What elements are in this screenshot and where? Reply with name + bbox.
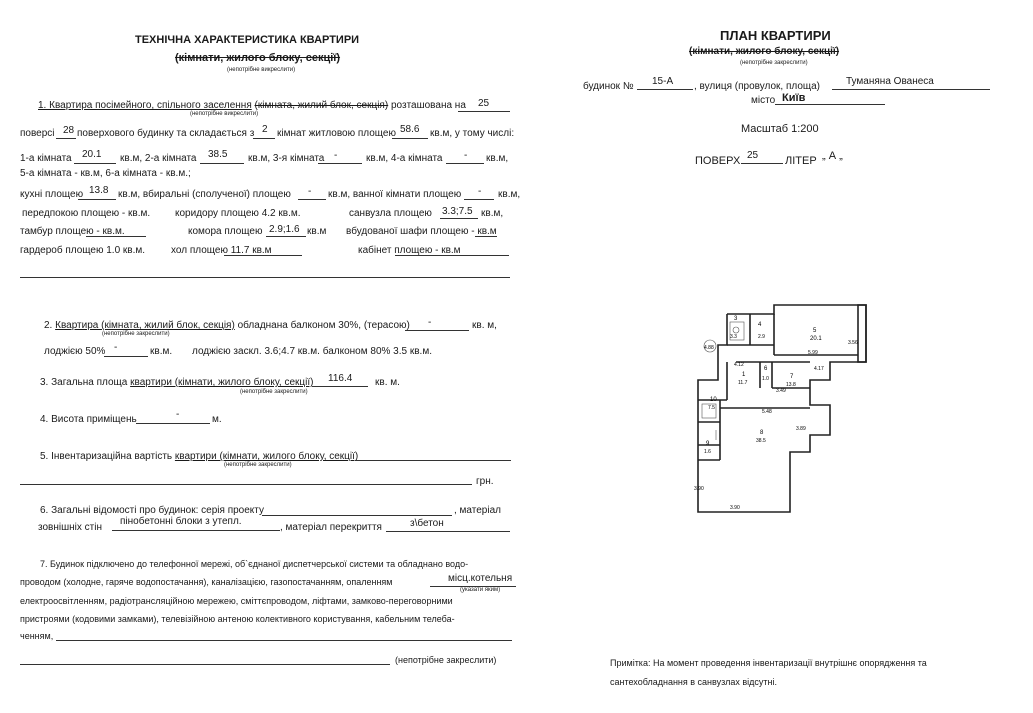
plan-label: 4.88 bbox=[704, 345, 714, 351]
plan-label: 13.8 bbox=[786, 382, 796, 388]
walls-value: пінобетонні блоки з утепл. bbox=[120, 516, 242, 527]
left-subtitle: (кімнати, жилого блоку, секції) bbox=[175, 52, 341, 64]
s2-num: 2. bbox=[44, 320, 53, 331]
terrace-value: - bbox=[428, 317, 432, 328]
kitchen-value: 13.8 bbox=[89, 185, 109, 196]
footer-note: (непотрібне закреслити) bbox=[395, 655, 497, 665]
floor-label: ПОВЕРХ bbox=[695, 155, 741, 167]
s4-b: м. bbox=[212, 414, 222, 425]
floor-value: 25 bbox=[478, 98, 490, 109]
street-value: Туманяна Ованеса bbox=[846, 76, 934, 87]
s1-l5a: кухні площею bbox=[20, 189, 84, 200]
s1-l2d: кв.м, у тому числі: bbox=[430, 128, 515, 139]
s7-l5: ченням, bbox=[20, 631, 54, 641]
s5-b: квартири (кімнати, жилого блоку, секції) bbox=[174, 451, 359, 462]
plan-label: 3.90 bbox=[730, 505, 740, 511]
plan-label: 10 bbox=[710, 397, 717, 403]
s1-l5c: кв.м, ванної кімнати площею bbox=[328, 189, 462, 200]
s1-text2: розташована на bbox=[390, 100, 466, 111]
plan-note: Примітка: На момент проведення інвентаризації внутрішнє опорядження та bbox=[610, 658, 927, 668]
wc-value: - bbox=[308, 186, 312, 197]
s5-note: (непотрібне закреслити) bbox=[224, 462, 292, 468]
plan-label: 8 bbox=[760, 430, 764, 436]
plan-label: 3.90 bbox=[694, 486, 704, 492]
height-value: - bbox=[176, 409, 180, 420]
s1-l8a: гардероб площею 1.0 кв.м. bbox=[20, 245, 146, 256]
s6-a: 6. Загальні відомості про будинок: серія проекту bbox=[40, 505, 264, 516]
plan-label: 3.3 bbox=[730, 334, 737, 340]
s5-c: грн. bbox=[476, 476, 494, 487]
plan-label: 5.48 bbox=[762, 409, 772, 415]
s1-l2c: кімнат житловою площею bbox=[277, 128, 396, 139]
s6-b: , матеріал bbox=[454, 505, 501, 516]
plan-note-2: сантехобладнання в санвузлах відсутні. bbox=[610, 677, 778, 687]
s6-d: , матеріал перекриття bbox=[280, 522, 382, 533]
s1-l5d: кв.м, bbox=[498, 189, 521, 200]
plan-label: 7 bbox=[790, 374, 794, 380]
s7-l2a: проводом (холодне, гаряче водопостачання), каналізацією, газопостачанням, опаленням bbox=[20, 577, 393, 587]
s1-l3b: кв.м, 2-а кімната bbox=[120, 153, 197, 164]
s1-l5b: кв.м, вбиральні (сполученої) площею bbox=[118, 189, 291, 200]
left-title: ТЕХНІЧНА ХАРАКТЕРИСТИКА КВАРТИРИ bbox=[135, 34, 360, 46]
s2-struck: Квартира (кімната, жилий блок, секція) bbox=[55, 320, 235, 331]
s1-l3c: кв.м, 3-я кімната bbox=[248, 153, 325, 164]
s1-l8b: хол площею 11.7 кв.м bbox=[171, 245, 272, 256]
s1-struck: (кімната, жилий блок, секція) bbox=[254, 100, 389, 111]
plan-label: 11.7 bbox=[738, 380, 748, 386]
s1-l7a: тамбур площею - кв.м. bbox=[20, 226, 125, 237]
city-label: місто bbox=[751, 95, 776, 106]
plan-label: 1.0 bbox=[762, 376, 769, 382]
s1-l3e: кв.м, bbox=[486, 153, 509, 164]
s2-g: лоджією заскл. 3.6;4.7 кв.м. балконом 80% 3.5 кв.м. bbox=[192, 346, 432, 357]
s1-l6b: коридору площею 4.2 кв.м. bbox=[175, 208, 301, 219]
plan-label: 7.5 bbox=[708, 405, 715, 411]
liter-label: ЛІТЕР bbox=[785, 155, 817, 167]
right-floor-value: 25 bbox=[747, 150, 759, 161]
s1-l8c: кабінет площею - кв.м bbox=[358, 245, 461, 256]
plan-label: 1 bbox=[742, 372, 746, 378]
s7-note: (указати яким) bbox=[460, 587, 501, 593]
s3-b: квартири (кімнати, жилого блоку, секції) bbox=[130, 377, 314, 388]
scale: Масштаб 1:200 bbox=[741, 123, 819, 135]
s1-text: 1. Квартира посімейного, спільного заселення bbox=[38, 100, 252, 111]
s2-note: (непотрібне закреслити) bbox=[102, 331, 170, 337]
plan-label: 3 bbox=[734, 316, 738, 322]
s1-l6d: кв.м, bbox=[481, 208, 504, 219]
s1-l6c: санвузла площею bbox=[349, 208, 432, 219]
floors-value: 28 bbox=[63, 125, 75, 136]
plan-label: 2.9 bbox=[758, 334, 765, 340]
s7-l3: електроосвітленням, радіотрансляційною мережею, сміттєпроводом, ліфтами, замково-переговорними bbox=[20, 596, 453, 606]
s7-l1: 7. Будинок підключено до телефонної мережі, об`єднаної диспетчерської системи та обладнано водо- bbox=[40, 559, 469, 569]
plan-label: 6 bbox=[764, 366, 768, 372]
room2-value: 38.5 bbox=[208, 149, 228, 160]
plan-label: 20.1 bbox=[810, 336, 822, 342]
floor-plan bbox=[680, 300, 905, 525]
plan-label: 3.89 bbox=[796, 426, 806, 432]
s7-l4: пристроями (кодовими замками), телевізійною антеною колективного користування, кабельним телеба- bbox=[20, 614, 455, 624]
plan-label: 5.99 bbox=[808, 350, 818, 356]
s2-f: кв.м. bbox=[150, 346, 173, 357]
ceiling-value: з\бетон bbox=[410, 518, 444, 529]
s1-note: (непотрібне викреслити) bbox=[190, 111, 259, 117]
s1-l3d: кв.м, 4-а кімната bbox=[366, 153, 443, 164]
s1-l7c: кв.м bbox=[307, 226, 327, 237]
street-label: , вулиця (провулок, площа) bbox=[694, 81, 820, 92]
s3-c: кв. м. bbox=[375, 377, 400, 388]
s2-d: кв. м, bbox=[472, 320, 497, 331]
plan-label: 4 bbox=[758, 322, 762, 328]
bath-value: - bbox=[478, 186, 482, 197]
loggia-value: - bbox=[114, 342, 118, 353]
room4-value: - bbox=[464, 150, 468, 161]
s2-text: обладнана балконом 30%, (терасою) bbox=[237, 320, 410, 331]
liter-value: „ А „ bbox=[822, 150, 843, 162]
s3-a: 3. Загальна площа bbox=[40, 377, 128, 388]
s1-l6a: передпокою площею - кв.м. bbox=[22, 208, 151, 219]
s1-l3a: 1-а кімната bbox=[20, 153, 72, 164]
sanuzol-value: 3.3;7.5 bbox=[442, 206, 473, 217]
right-subtitle-note: (непотрібне закреслити) bbox=[740, 60, 808, 66]
plan-label: 3.56 bbox=[848, 340, 858, 346]
living-area-value: 58.6 bbox=[400, 124, 420, 135]
s2-e: лоджією 50% bbox=[44, 346, 106, 357]
plan-label: 5 bbox=[813, 328, 817, 334]
left-subtitle-note: (непотрібне викреслити) bbox=[227, 67, 296, 73]
rooms-value: 2 bbox=[262, 124, 268, 135]
s1-l4: 5-а кімната - кв.м, 6-а кімната - кв.м.; bbox=[20, 168, 191, 179]
building-label: будинок № bbox=[583, 81, 634, 92]
right-subtitle: (кімнати, жилого блоку, секції) bbox=[689, 46, 840, 57]
room1-value: 20.1 bbox=[82, 149, 102, 160]
plan-label: 1.6 bbox=[704, 449, 711, 455]
plan-label: 4.17 bbox=[814, 366, 824, 372]
s6-c: зовнішніх стін bbox=[38, 522, 102, 533]
s1-l7b: комора площею bbox=[188, 226, 263, 237]
building-no: 15-А bbox=[652, 76, 674, 87]
plan-label: 4.12 bbox=[734, 362, 744, 368]
city-value: Київ bbox=[782, 92, 806, 104]
room3-value: - bbox=[334, 150, 338, 161]
s3-note: (непотрібне закреслити) bbox=[240, 389, 308, 395]
s1-l2a: поверсі bbox=[20, 128, 55, 139]
heating-value: місц.котельня bbox=[448, 573, 513, 584]
storage-value: 2.9;1.6 bbox=[269, 224, 300, 235]
total-area-value: 116.4 bbox=[328, 373, 353, 384]
s1-l7d: вбудованої шафи площею - кв.м bbox=[346, 226, 497, 237]
s4-a: 4. Висота приміщень bbox=[40, 414, 137, 425]
s1-l2b: поверхового будинку та складається з bbox=[77, 128, 255, 139]
right-title: ПЛАН КВАРТИРИ bbox=[720, 28, 831, 43]
plan-label: 38.5 bbox=[756, 438, 766, 444]
plan-label: 9 bbox=[706, 441, 710, 447]
s5-a: 5. Інвентаризаційна вартість bbox=[40, 451, 173, 462]
plan-label: 3.49 bbox=[776, 388, 786, 394]
